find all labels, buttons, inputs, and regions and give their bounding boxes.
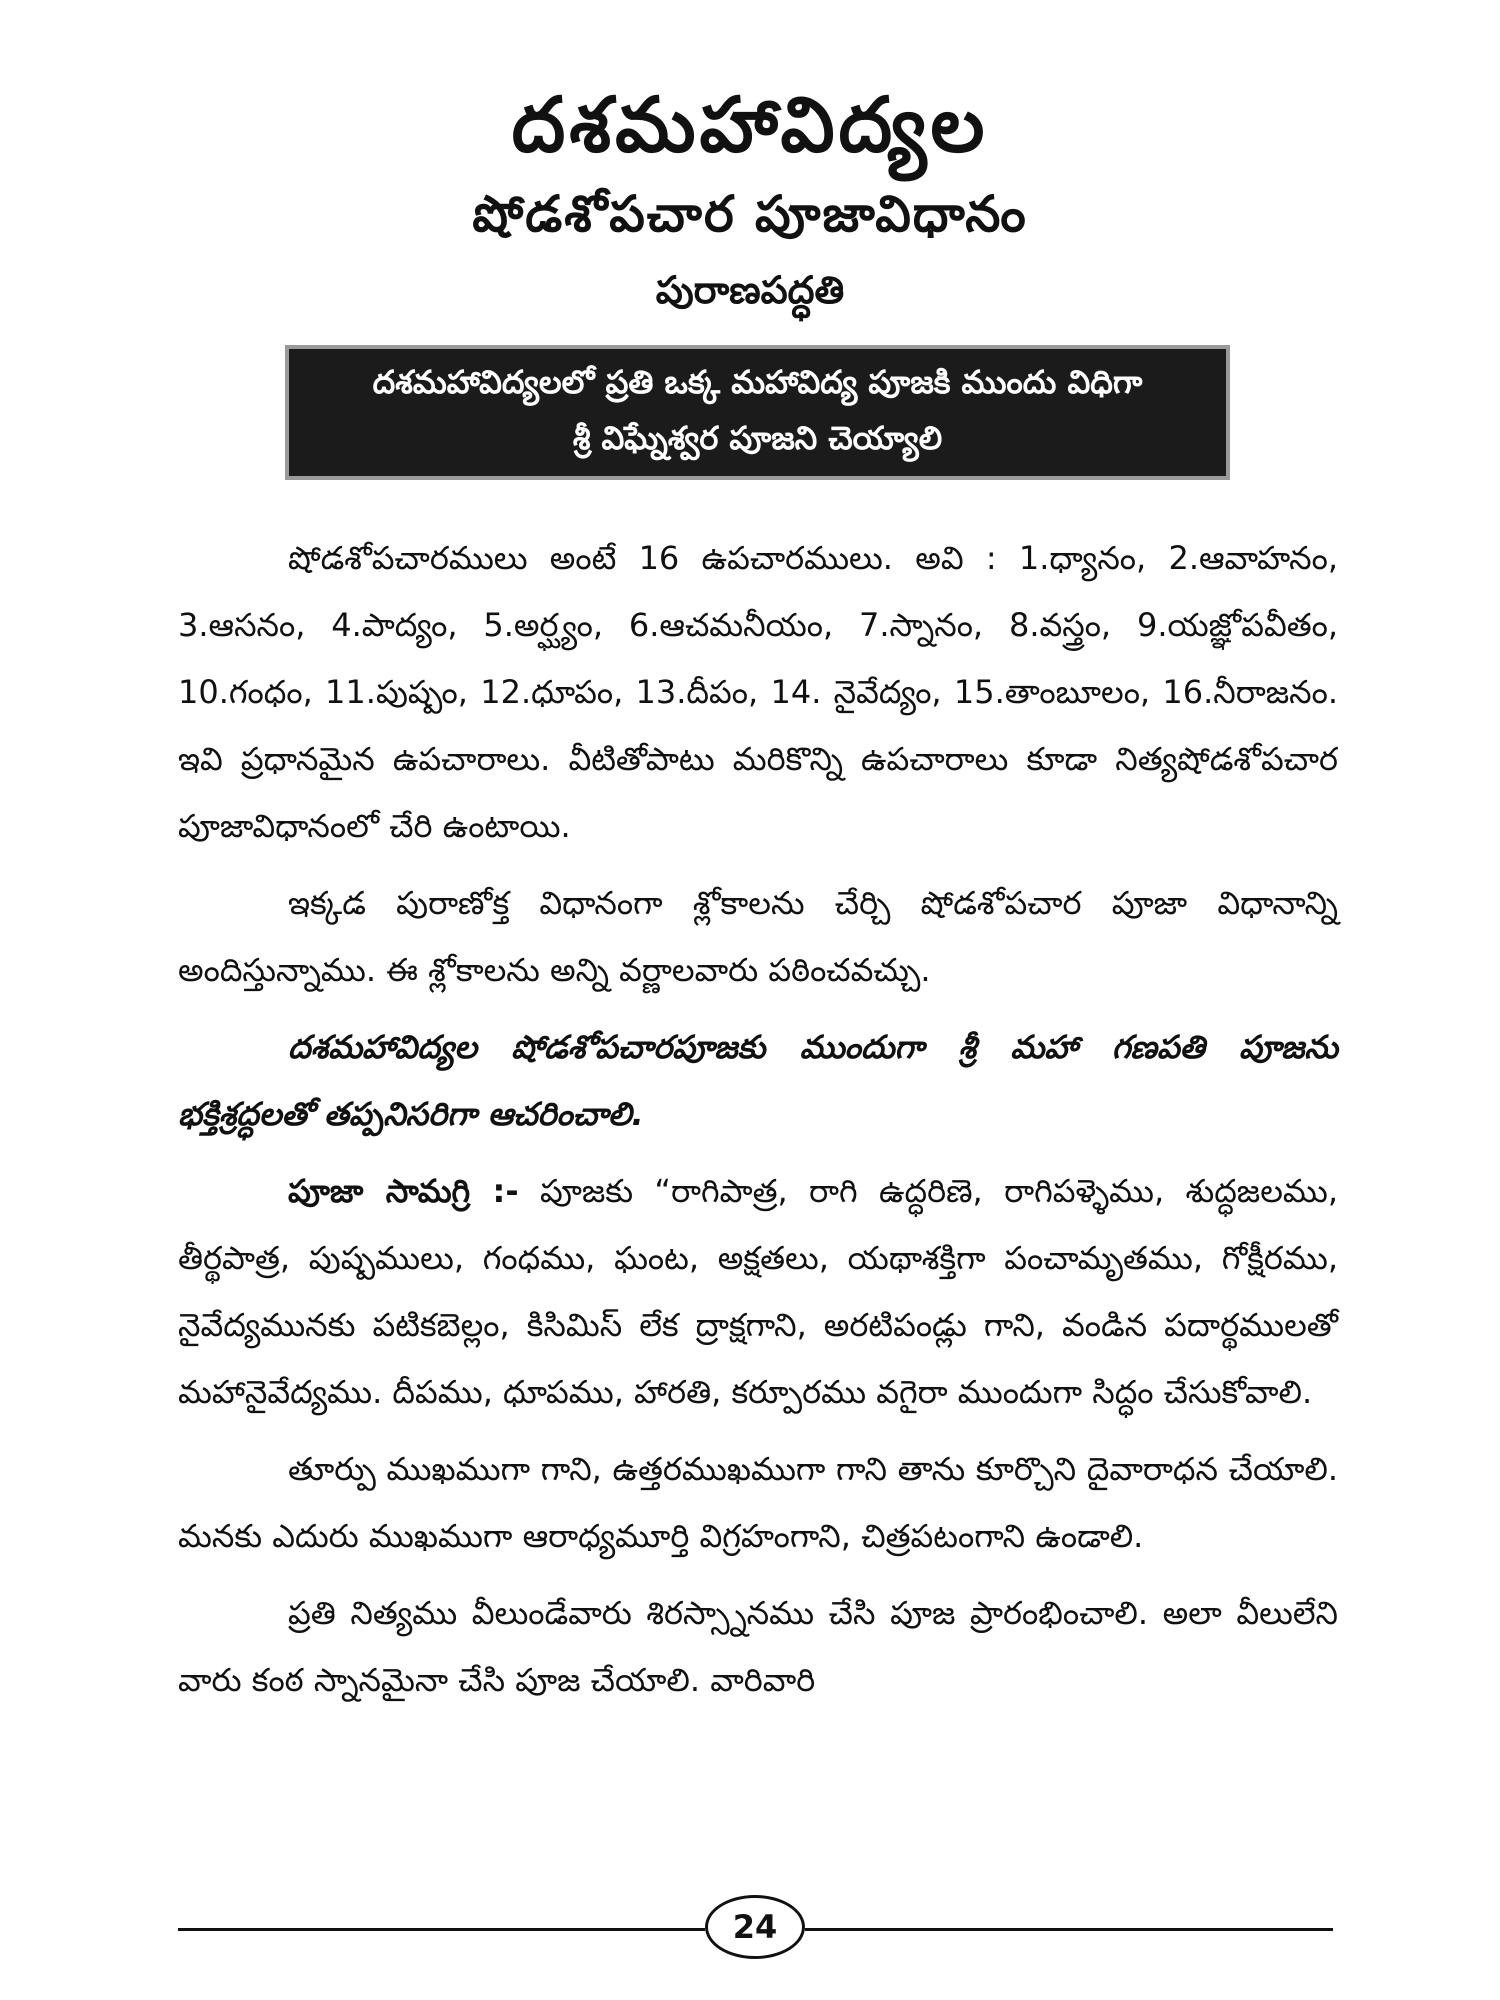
paragraph-ganapati-note: దశమహావిద్యల షోడశోపచారపూజకు ముందుగా శ్రీ మహా గణపతి పూజను భక్తిశ్రద్ధలతో తప్పనిసరిగా ఆచరించాలి.: [178, 1028, 1338, 1133]
paragraph-direction: తూర్పు ముఖముగా గాని, ఉత్తరముఖముగా గాని తాను కూర్చొని దైవారాధన చేయాలి. మనకు ఎదురు ముఖముగా ఆరాధ్యమూర్తి విగ్రహంగాని, చిత్రపటంగాని ఉండాలి.: [178, 1450, 1338, 1555]
banner-line-2: శ్రీ విఘ్నేశ్వర పూజని చెయ్యాలి: [572, 419, 943, 457]
footer-rule-left: [178, 1928, 705, 1931]
puja-samagri-label: పూజా సామగ్రి :-: [288, 1172, 519, 1210]
page-subtitle: షోడశోపచార పూజావిధానం: [472, 185, 1028, 243]
method-heading: పురాణపద్ధతి: [655, 268, 845, 312]
paragraph-snanam: ప్రతి నిత్యము వీలుండేవారు శిరస్స్నానము చేసి పూజ ప్రారంభించాలి. అలా వీలులేని వారు కంఠ స్నానమైనా చేసి పూజ చేయాలి. వారివారి: [178, 1594, 1338, 1699]
page-title: దశమహావిద్యల: [511, 80, 989, 169]
footer-rule-right: [805, 1928, 1333, 1931]
puja-samagri-text: పూజకు “రాగిపాత్ర, రాగి ఉద్ధరిణె, రాగిపళ్ళెము, శుద్ధజలము, తీర్థపాత్ర, పుష్పములు, గంధము, ఘంట, అక్షతలు, యథాశక్తిగా పంచామృతము, గోక్షీరము, నైవేద్యమునకు పటికబెల్లం, కిసిమిస్ లేక ద్రాక్షగాని, అరటిపండ్లు గాని, వండిన పదార్థములతో మహానైవేద్యము. దీపము, ధూపము, హారతి, కర్పూరము వగైరా ముందుగా సిద్ధం చేసుకోవాలి.: [178, 1172, 1338, 1411]
banner-line-1: దశమహావిద్యలలో ప్రతి ఒక్క మహావిద్య పూజకి ముందు విధిగా: [372, 363, 1143, 401]
body-text: [178, 525, 1338, 1724]
page-number: 24: [705, 1895, 805, 1959]
paragraph-upachara-list: షోడశోపచారములు అంటే 16 ఉపచారములు. అవి : 1.ధ్యానం, 2.ఆవాహనం, 3.ఆసనం, 4.పాద్యం, 5.అర్ఘ్యం, 6.ఆచమనీయం, 7.స్నానం, 8.వస్త్రం, 9.యజ్ఞోపవీతం, 10.గంధం, 11.పుష్పం, 12.ధూపం, 13.దీపం, 14. నైవేద్యం, 15.తాంబూలం, 16.నీరాజనం. ఇవి ప్రధానమైన ఉపచారాలు. వీటితోపాటు మరికొన్ని ఉపచారాలు కూడా నిత్యషోడశోపచార పూజావిధానంలో చేరి ఉంటాయి.: [178, 539, 1338, 845]
instruction-banner: [285, 345, 1230, 480]
paragraph-puja-samagri: [178, 1158, 1338, 1426]
paragraph-puranokta: ఇక్కడ పురాణోక్త విధానంగా శ్లోకాలను చేర్చి షోడశోపచార పూజా విధానాన్ని అందిస్తున్నాము. ఈ శ్లోకాలను అన్ని వర్ణాలవారు పఠించవచ్చు.: [178, 884, 1338, 989]
